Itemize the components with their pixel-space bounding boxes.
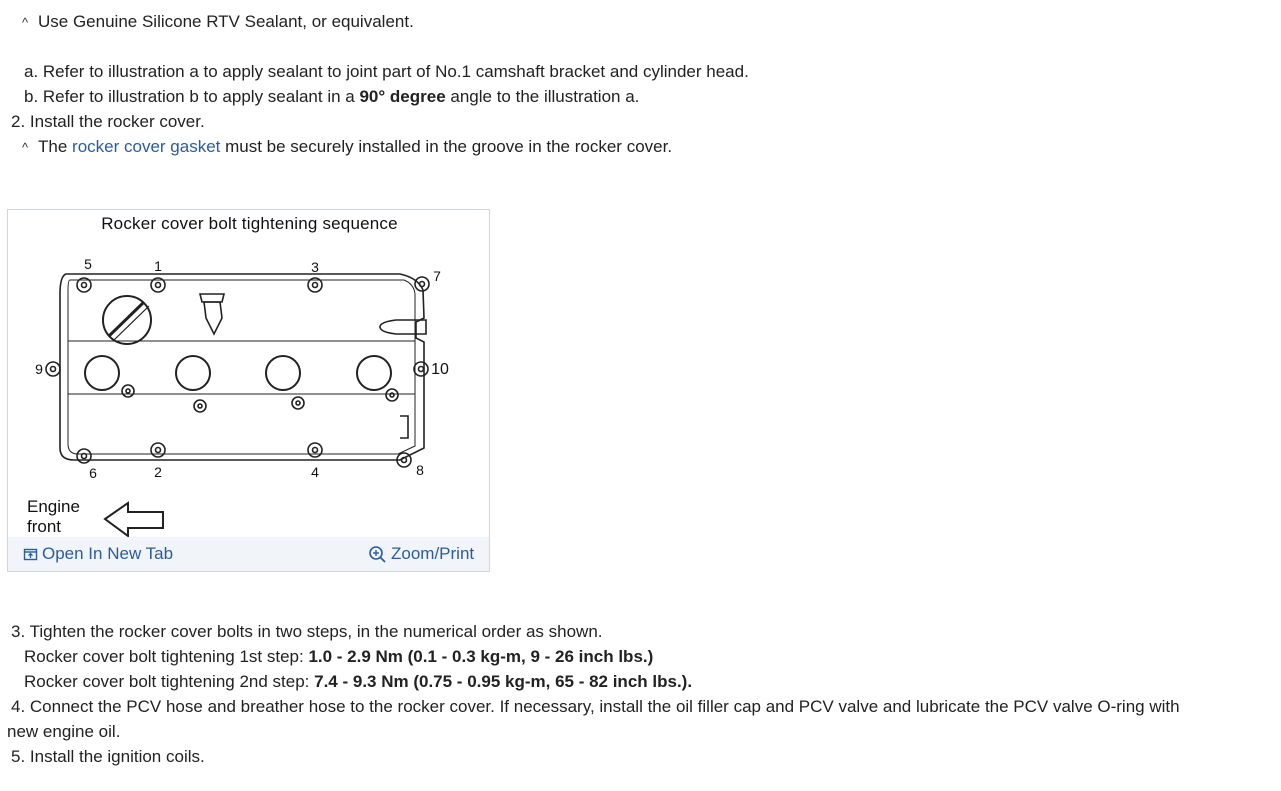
figure-tightening-sequence: [7, 209, 490, 572]
step-3: 3. Tighten the rocker cover bolts in two steps, in the numerical order as shown.: [11, 622, 603, 641]
torque-step-1: [24, 646, 653, 668]
bolt-label-4: 4: [311, 464, 319, 480]
bolt-label-5: 5: [84, 256, 92, 272]
step-b-text-end: angle to the illustration a.: [445, 87, 640, 106]
step-2: 2. Install the rocker cover.: [11, 112, 205, 131]
rocker-cover-gasket-link[interactable]: rocker cover gasket: [72, 137, 221, 156]
engine-front-label-1: Engine: [27, 497, 80, 516]
zoom-print-label: Zoom/Print: [391, 544, 475, 563]
torque-step-1-text: Rocker cover bolt tightening 1st step:: [24, 647, 309, 666]
bolt-label-3: 3: [311, 259, 319, 275]
step-b-bold: 90° degree: [359, 87, 446, 106]
note-gasket-post: must be securely installed in the groove in the rocker cover.: [220, 137, 673, 156]
bolt-label-1: 1: [154, 258, 162, 274]
note-sealant-text: Use Genuine Silicone RTV Sealant, or equivalent.: [38, 12, 414, 31]
step-b: [24, 86, 639, 108]
step-b-text: b. Refer to illustration b to apply sealant in a: [24, 87, 360, 106]
caret-icon: ^: [22, 15, 29, 30]
bolt-label-9: 9: [35, 361, 43, 377]
bolt-label-6: 6: [89, 465, 97, 481]
bolt-label-10: 10: [431, 361, 449, 378]
step-4-continued: new engine oil.: [7, 722, 121, 741]
open-in-new-tab-icon: [23, 547, 38, 562]
note-gasket: [22, 136, 672, 159]
figure-toolbar: [8, 537, 489, 571]
open-in-new-tab-button[interactable]: [23, 544, 173, 564]
step-4: 4. Connect the PCV hose and breather hose to the rocker cover. If necessary, install the oil filler cap and PCV valve and lubricate the PCV valve O-ring with: [11, 697, 1180, 716]
torque-step-2: [24, 671, 692, 693]
torque-step-2-text: Rocker cover bolt tightening 2nd step:: [24, 672, 315, 691]
open-in-new-tab-label: Open In New Tab: [42, 544, 174, 563]
note-sealant: [22, 11, 414, 34]
caret-icon: ^: [22, 140, 29, 155]
torque-step-2-value: 7.4 - 9.3 Nm (0.75 - 0.95 kg-m, 65 - 82 inch lbs.).: [314, 672, 693, 691]
step-5: 5. Install the ignition coils.: [11, 747, 205, 766]
zoom-print-button[interactable]: [368, 544, 474, 564]
bolt-label-7: 7: [433, 268, 441, 284]
torque-step-1-value: 1.0 - 2.9 Nm (0.1 - 0.3 kg-m, 9 - 26 inch lbs.): [308, 647, 654, 666]
bolt-label-2: 2: [154, 464, 162, 480]
note-gasket-pre: The: [38, 137, 73, 156]
rocker-cover-diagram[interactable]: [8, 238, 489, 538]
zoom-plus-icon: [368, 545, 387, 564]
figure-title: Rocker cover bolt tightening sequence: [101, 214, 398, 233]
bolt-label-8: 8: [416, 462, 424, 478]
step-a: a. Refer to illustration a to apply sealant to joint part of No.1 camshaft bracket and cylinder head.: [24, 62, 749, 81]
engine-front-label-2: front: [27, 517, 62, 536]
